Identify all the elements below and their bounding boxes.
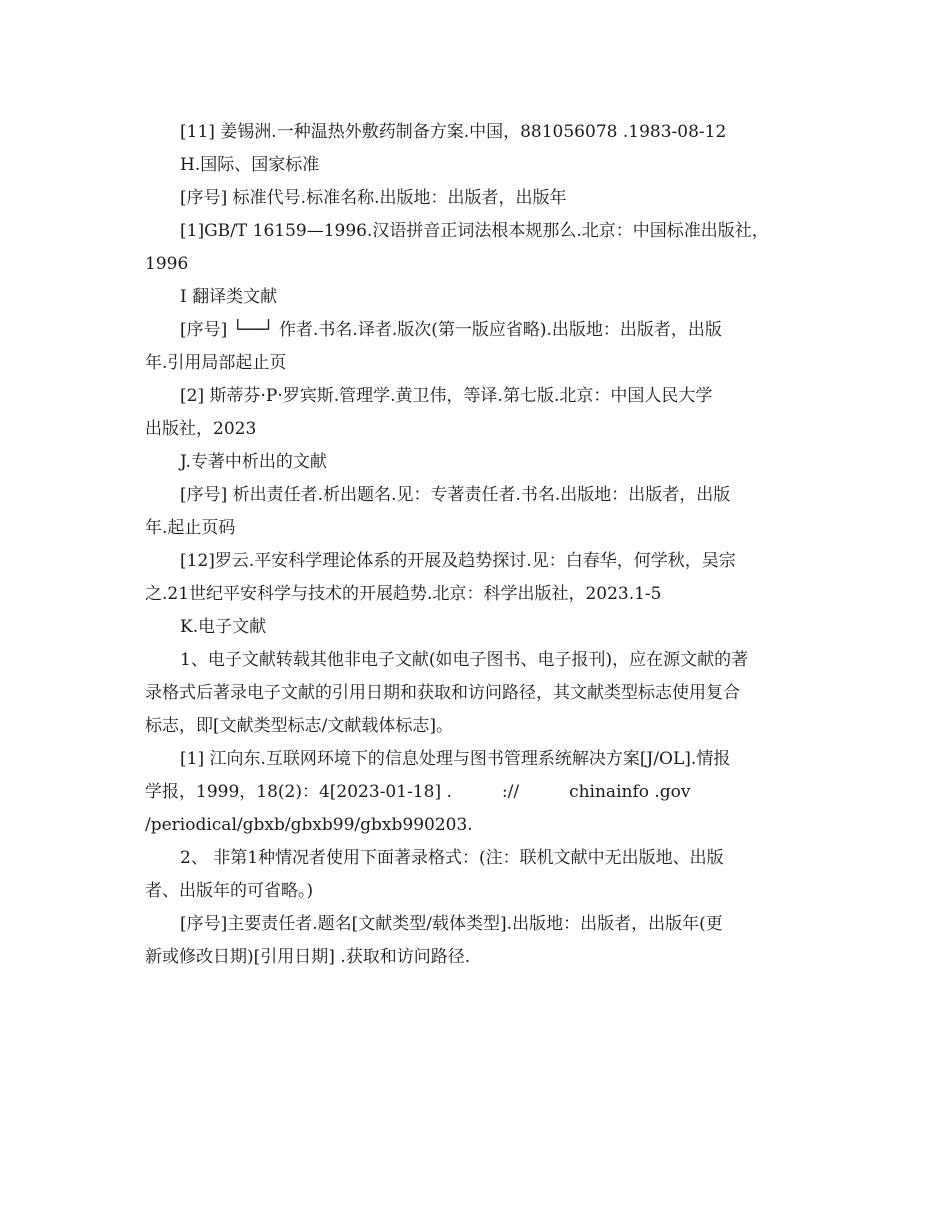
reference-journal-info: 学报，1999，18(2)：4[2023-01-18] .	[145, 782, 452, 802]
format-template: [序号] └──┘ 作者.书名.译者.版次(第一版应省略).出版地：出版者，出版	[180, 320, 722, 340]
reference-entry: [1]GB/T 16159—1996.汉语拼音正词法根本规那么.北京：中国标准出版社，	[180, 221, 769, 241]
url-path: /periodical/gbxb/gbxb99/gbxb990203.	[145, 815, 473, 835]
format-template: [序号]主要责任者.题名[文献类型/载体类型].出版地：出版者，出版年(更	[180, 914, 723, 934]
format-template: [序号] 标准代号.标准名称.出版地：出版者，出版年	[180, 188, 567, 208]
rule-paragraph: 1、电子文献转载其他非电子文献(如电子图书、电子报刊)，应在源文献的著	[180, 650, 749, 670]
rule-paragraph: 2、 非第1种情况者使用下面著录格式：(注：联机文献中无出版地、出版	[180, 848, 724, 868]
url-scheme-separator: ://	[501, 782, 520, 802]
reference-entry-continued: 之.21世纪平安科学与技术的开展趋势.北京：科学出版社，2023.1-5	[145, 584, 662, 604]
reference-entry-continued	[145, 776, 810, 809]
section-heading-i: I 翻译类文献	[180, 287, 278, 307]
reference-entry-continued: 1996	[145, 254, 189, 274]
format-template: [序号] 析出责任者.析出题名.见：专著责任者.书名.出版地：出版者，出版	[180, 485, 731, 505]
section-heading-j: J.专著中析出的文献	[180, 452, 327, 472]
reference-entry: [1] 江向东.互联网环境下的信息处理与图书管理系统解决方案[J/OL].情报	[180, 749, 731, 769]
reference-entry: [11] 姜锡洲.一种温热外敷药制备方案.中国，881056078 .1983-08-12	[180, 122, 727, 142]
reference-entry-continued: 出版社，2023	[145, 419, 257, 439]
rule-paragraph-continued: 者、出版年的可省略。)	[145, 881, 314, 901]
format-template-continued: 年.引用局部起止页	[145, 353, 287, 373]
format-template-continued: 新或修改日期)[引用日期] .获取和访问路径.	[145, 947, 471, 967]
rule-paragraph-continued: 标志，即[文献类型标志/文献载体标志]。	[145, 716, 453, 736]
document-body	[145, 116, 810, 974]
reference-entry: [2] 斯蒂芬·P·罗宾斯.管理学.黄卫伟，等译.第七版.北京：中国人民大学	[180, 386, 713, 406]
url-domain: chinainfo .gov	[569, 782, 691, 802]
reference-entry: [12]罗云.平安科学理论体系的开展及趋势探讨.见：白春华，何学秋，吴宗	[180, 551, 736, 571]
section-heading-k: K.电子文献	[180, 617, 267, 637]
rule-paragraph-continued: 录格式后著录电子文献的引用日期和获取和访问路径，其文献类型标志使用复合	[145, 683, 740, 703]
section-heading-h: H.国际、国家标准	[180, 155, 320, 175]
format-template-continued: 年.起止页码	[145, 518, 236, 538]
